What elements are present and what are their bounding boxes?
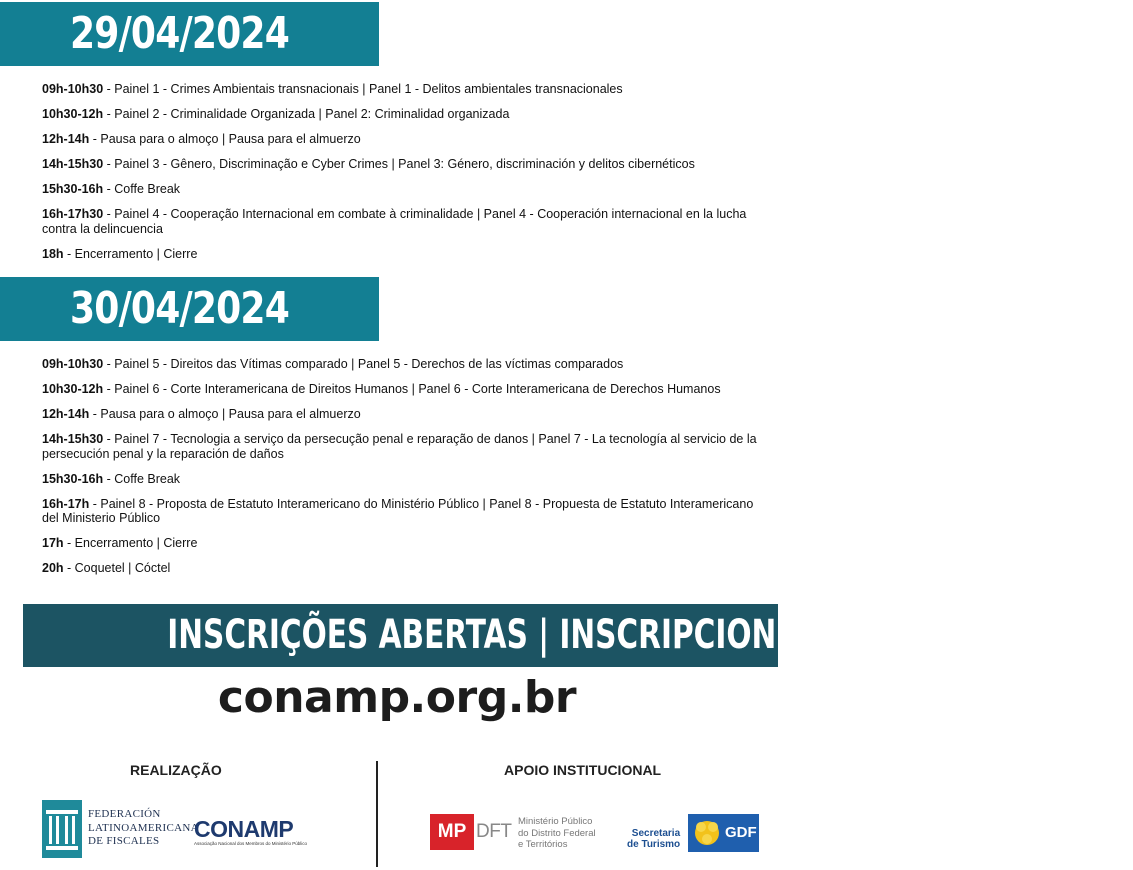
schedule-item: 16h-17h - Painel 8 - Proposta de Estatuto Interamericano do Ministério Público | Panel 8 - Propuesta de Estatuto Interamericano del Ministerio Público — [42, 496, 754, 525]
schedule-item: 15h30-16h - Coffe Break — [42, 471, 181, 486]
schedule-item: 14h-15h30 - Painel 7 - Tecnologia a serviço da persecução penal e reparação de danos | Panel 7 - La tecnología al servicio de la persecución penal y la reparación de daños — [42, 432, 757, 461]
turismo-label: Secretaria de Turismo — [627, 828, 681, 850]
realizacao-heading: REALIZAÇÃO — [130, 762, 222, 778]
pillar-icon — [42, 800, 82, 858]
schedule-item: 15h30-16h - Coffe Break — [42, 182, 181, 196]
schedule-day2 — [42, 357, 772, 586]
federacion-logo — [42, 800, 199, 860]
conamp-logo: CONAMP Associação Nacional dos Membros do Ministério Público — [194, 816, 308, 846]
date-banner-day1: 29/04/2024 — [0, 2, 379, 66]
schedule-item: 17h - Encerramento | Cierre — [42, 536, 198, 550]
schedule-item: 09h-10h30 - Painel 5 - Direitos das Vítimas comparado | Panel 5 - Derechos de las víctimas comparados — [42, 357, 624, 371]
schedule-item: 10h30-12h - Painel 6 - Corte Interamericana de Direitos Humanos | Panel 6 - Corte Interamericana de Derechos Humanos — [42, 382, 721, 396]
registration-banner: INSCRIÇÕES ABERTAS | INSCRIPCIONES ABIERTAS — [23, 604, 778, 667]
schedule-item: 09h-10h30 - Painel 1 - Crimes Ambientais transnacionais | Panel 1 - Delitos ambientales transnacionales — [42, 82, 623, 96]
schedule-item: 10h30-12h - Painel 2 - Criminalidade Organizada | Panel 2: Criminalidad organizada — [42, 107, 510, 121]
mpdft-text: Ministério Público do Distrito Federal e Territórios — [518, 816, 596, 850]
schedule-item: 16h-17h30 - Painel 4 - Cooperação Internacional em combate à criminalidade | Panel 4 - Cooperación internacional en la lucha contra la delincuencia — [42, 207, 747, 236]
ipe-flower-icon — [690, 814, 726, 852]
schedule-item: 14h-15h30 - Painel 3 - Gênero, Discriminação e Cyber Crimes | Panel 3: Género, discriminación y delitos cibernéticos — [42, 157, 695, 171]
apoio-heading: APOIO INSTITUCIONAL — [504, 762, 662, 778]
schedule-item: 12h-14h - Pausa para o almoço | Pausa para el almuerzo — [42, 132, 361, 146]
schedule-item: 12h-14h - Pausa para o almoço | Pausa para el almuerzo — [42, 407, 361, 421]
section-divider — [376, 761, 378, 867]
gdf-logo: GDF — [688, 814, 759, 852]
schedule-item: 18h - Encerramento | Cierre — [42, 246, 198, 261]
website-link[interactable]: conamp.org.br — [217, 672, 577, 723]
schedule-item: 20h - Coquetel | Cóctel — [42, 561, 171, 575]
mpdft-logo: MP DFT — [430, 814, 510, 850]
date-banner-day2: 30/04/2024 — [0, 277, 379, 341]
federacion-name: FEDERACIÓN LATINOAMERICANA DE FISCALES — [88, 808, 199, 847]
schedule-day1 — [42, 82, 772, 272]
